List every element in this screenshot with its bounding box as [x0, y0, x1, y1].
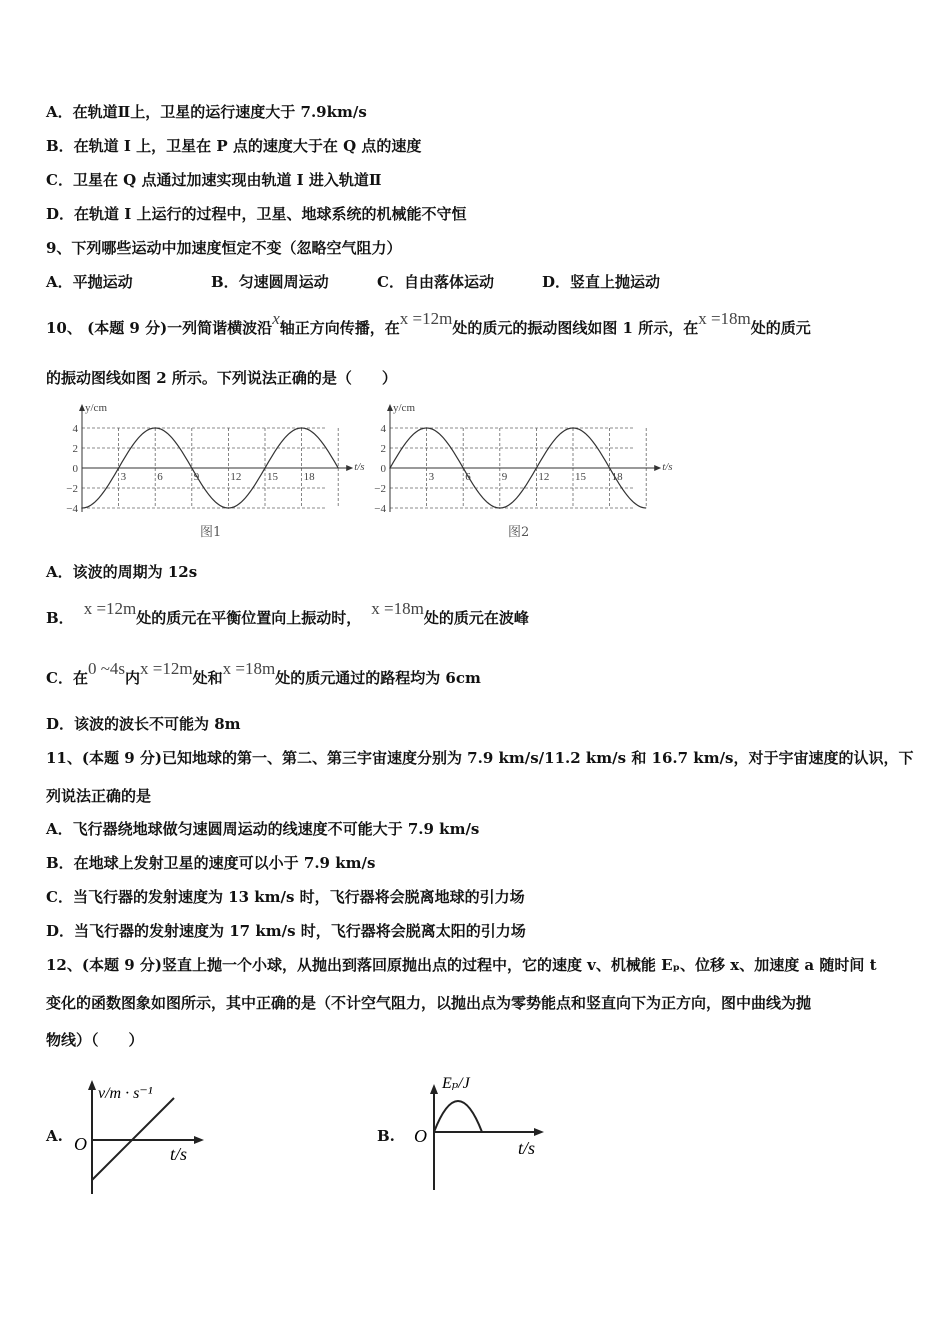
fig2-y-tick-label: 4 [380, 423, 386, 435]
q9-stem: 9、下列哪些运动中加速度恒定不变（忽略空气阻力） [46, 239, 402, 257]
q10-stem-part-3: 处的质元的振动图线如图 1 所示，在 [452, 319, 699, 337]
fig1-x-tick-label: 6 [157, 471, 163, 483]
q10-option-c-x12: x =12m [140, 659, 193, 678]
fig2-data-point [572, 427, 574, 429]
fig1-y-tick-label: −4 [66, 503, 78, 515]
q12-graph-b-y-label: Eₚ/J [442, 1075, 470, 1092]
q10-option-b-end: 处的质元在波峰 [423, 609, 529, 627]
q12-graph-b-origin: O [414, 1126, 427, 1146]
fig2-y-tick-label: 2 [380, 443, 386, 455]
q12-option-b-label: B. [377, 1127, 395, 1145]
q8-option-c: C．卫星在 Q 点通过加速实现由轨道 I 进入轨道Ⅱ [46, 171, 382, 189]
q8-option-a: A．在轨道Ⅱ上，卫星的运行速度大于 7.9km/s [46, 103, 367, 121]
figure-2-caption: 图2 [508, 525, 530, 540]
q9-option-b: B．匀速圆周运动 [211, 273, 329, 291]
fig2-x-arrow [654, 465, 661, 471]
fig1-x-tick-label: 18 [303, 471, 315, 483]
figure-2-chart [368, 398, 688, 523]
q10-option-b-x12: x =12m [83, 599, 137, 618]
fig2-x-tick-label: 15 [575, 471, 586, 483]
fig1-data-point [191, 467, 193, 469]
q10-option-c-in: 内 [125, 669, 141, 687]
fig2-y-tick-label: −4 [374, 503, 386, 515]
q12-graph-b-energy-curve [434, 1101, 482, 1132]
q12-graph-a-y-label: v/m · s⁻¹ [98, 1085, 153, 1102]
fig1-data-point [154, 427, 156, 429]
fig1-y-tick-label: 2 [72, 443, 78, 455]
q12-graph-b-t-label: t/s [518, 1138, 536, 1158]
q12-graph-b [410, 1068, 560, 1196]
fig2-x-tick-label: 6 [465, 471, 471, 483]
fig2-data-point [499, 507, 501, 509]
q9-option-d: D．竖直上抛运动 [542, 273, 661, 291]
fig2-x-tick-label: 12 [538, 471, 550, 483]
q11-option-a: A．飞行器绕地球做匀速圆周运动的线速度不可能大于 7.9 km/s [46, 820, 480, 838]
q10-x18: x =18m [698, 309, 751, 328]
fig1-y-tick-label: −2 [66, 483, 78, 495]
fig1-data-point [228, 507, 230, 509]
fig1-data-point [264, 467, 266, 469]
fig2-x-axis-label: t/s [662, 461, 673, 473]
q9-option-a: A．平抛运动 [46, 273, 133, 291]
q10-x-axis: x [272, 309, 280, 328]
fig1-y-tick-label: 0 [72, 463, 78, 475]
q10-option-b-label: B． [46, 609, 74, 627]
q10-stem-part-1: 10、 (本题 9 分)一列简谐横波沿 [46, 319, 273, 337]
q10-stem-line-2: 的振动图线如图 2 所示。下列说法正确的是（ ） [46, 369, 397, 387]
q10-option-a: A．该波的周期为 12s [46, 563, 198, 581]
q10-option-b-x18: x =18m [371, 599, 424, 618]
fig1-y-axis-label: y/cm [85, 402, 107, 414]
fig2-data-point [389, 467, 391, 469]
figure-1-caption: 图1 [200, 525, 222, 540]
q12-stem-line-3: 物线）（ ） [46, 1031, 144, 1049]
fig1-x-arrow [346, 465, 353, 471]
fig2-y-axis-label: y/cm [393, 402, 415, 414]
q10-option-c-and: 处和 [192, 669, 223, 687]
q10-option-c-range: 0 ~4s [87, 659, 126, 678]
fig1-x-tick-label: 12 [230, 471, 242, 483]
fig2-y-tick-label: 0 [380, 463, 386, 475]
q12-graph-a-origin: O [74, 1134, 87, 1154]
q12-stem-line-2: 变化的函数图象如图所示，其中正确的是（不计空气阻力，以抛出点为零势能点和竖直向下为正方向，图中曲线为抛 [46, 994, 812, 1012]
q11-stem-line-1: 11、(本题 9 分)已知地球的第一、第二、第三宇宙速度分别为 7.9 km/s/11.2 km/s 和 16.7 km/s，对于宇宙速度的认识，下 [46, 749, 914, 767]
q11-stem-line-2: 列说法正确的是 [46, 787, 152, 805]
q10-option-b-mid: 处的质元在平衡位置向上振动时， [136, 609, 362, 627]
fig1-data-point [301, 427, 303, 429]
q11-option-d: D．当飞行器的发射速度为 17 km/s 时，飞行器将会脱离太阳的引力场 [46, 922, 526, 940]
q10-option-d: D．该波的波长不可能为 8m [46, 715, 241, 733]
q10-stem-part-4: 处的质元 [750, 319, 811, 337]
fig1-data-point [81, 507, 83, 509]
fig1-data-point [118, 467, 120, 469]
q8-option-b: B．在轨道 I 上，卫星在 P 点的速度大于在 Q 点的速度 [46, 137, 422, 155]
fig2-data-point [609, 467, 611, 469]
q10-x12: x =12m [399, 309, 453, 328]
fig2-x-tick-label: 3 [428, 471, 435, 483]
q12-graph-a-t-label: t/s [170, 1144, 188, 1164]
fig1-x-tick-label: 9 [193, 471, 200, 483]
q10-option-b [46, 599, 529, 628]
fig1-y-tick-label: 4 [72, 423, 78, 435]
fig2-x-tick-label: 18 [611, 471, 623, 483]
q12-graph-a [70, 1072, 220, 1202]
fig2-x-tick-label: 9 [501, 471, 508, 483]
fig1-x-tick-label: 3 [120, 471, 127, 483]
q12-option-a-label: A. [46, 1127, 63, 1145]
q12-stem-line-1: 12、(本题 9 分)竖直上抛一个小球，从抛出到落回原抛出点的过程中，它的速度 v、机械能 Eₚ、位移 x、加速度 a 随时间 t [46, 956, 877, 974]
q8-option-d: D．在轨道 I 上运行的过程中，卫星、地球系统的机械能不守恒 [46, 205, 467, 223]
fig2-data-point [426, 427, 428, 429]
q11-option-c: C．当飞行器的发射速度为 13 km/s 时，飞行器将会脱离地球的引力场 [46, 888, 525, 906]
fig2-data-point [536, 467, 538, 469]
q10-option-c-x18: x =18m [222, 659, 276, 678]
fig1-x-axis-label: t/s [354, 461, 365, 473]
q11-option-b: B．在地球上发射卫星的速度可以小于 7.9 km/s [46, 854, 376, 872]
q10-option-c [46, 659, 481, 688]
fig2-data-point [462, 467, 464, 469]
q10-option-c-end: 处的质元通过的路程均为 6cm [275, 669, 481, 687]
q9-option-c: C．自由落体运动 [377, 273, 494, 291]
figure-1-chart [60, 398, 370, 523]
q10-option-c-label: C．在 [46, 669, 88, 687]
q10-stem-part-2: 轴正方向传播，在 [279, 319, 400, 337]
fig2-y-tick-label: −2 [374, 483, 386, 495]
q10-stem-line-1 [46, 309, 811, 338]
fig1-x-tick-label: 15 [267, 471, 278, 483]
